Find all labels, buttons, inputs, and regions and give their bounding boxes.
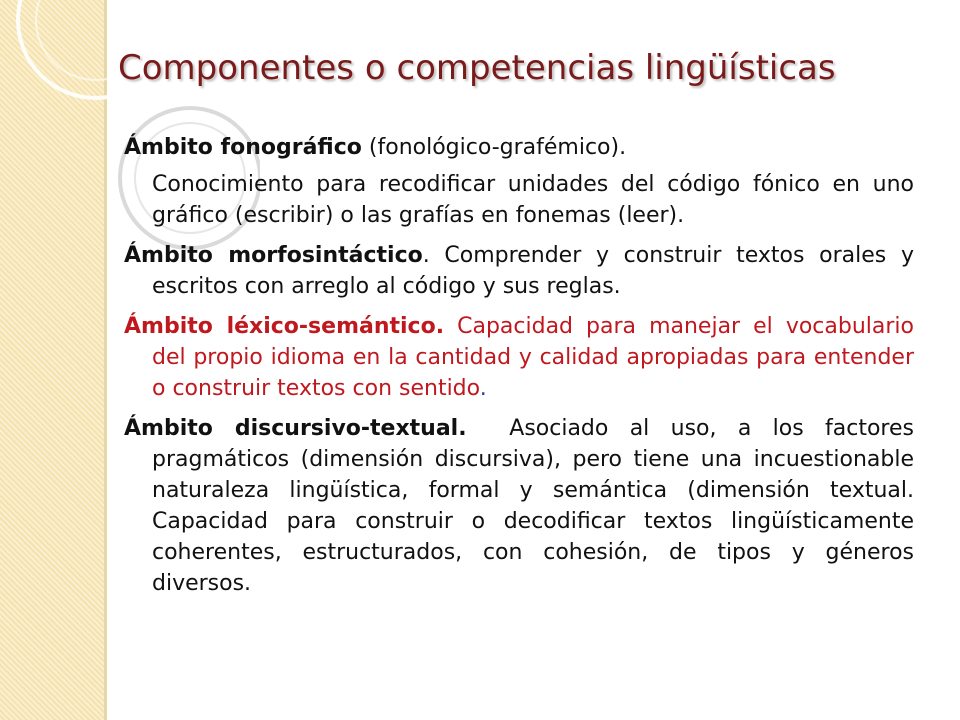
description-fonografico-text: Conocimiento para recodificar unidades del código fónico en uno gráfico (escribir) o las grafías en fonemas (leer). <box>152 172 914 228</box>
term-fonografico: Ámbito fonográfico <box>124 135 362 160</box>
text-lexico-semantico-tail: . <box>479 376 487 401</box>
item-morfosintactico <box>124 240 914 302</box>
description-fonografico <box>124 169 914 231</box>
heading-fonografico <box>124 132 914 163</box>
item-discursivo-textual <box>124 413 928 599</box>
item-lexico-semantico <box>124 311 914 404</box>
term-lexico-semantico: Ámbito léxico-semántico. <box>124 314 445 339</box>
text-discursivo-textual: Asociado al uso, a los factores pragmáticos (dimensión discursiva), pero tiene una incuestionable naturaleza lingüística, formal y semántica (dimensión textual. Capacidad para construir o decodificar textos lingüísticamente coherentes, estructurados, con cohesión, de tipos y géneros diversos. <box>152 416 928 596</box>
slide-body <box>124 132 928 608</box>
heading-fonografico-rest: (fonológico-grafémico). <box>361 135 627 160</box>
text-morfosintactico: . Comprender y construir textos orales y escritos con arreglo al código y sus reglas. <box>152 243 914 299</box>
term-discursivo-textual: Ámbito discursivo-textual. <box>124 416 467 441</box>
term-morfosintactico: Ámbito morfosintáctico <box>124 243 423 268</box>
slide-title: Componentes o competencias lingüísticas <box>118 48 836 88</box>
text-lexico-semantico: Capacidad para manejar el vocabulario del propio idioma en la cantidad y calidad apropiadas para entender o construir textos con sentido <box>152 314 914 401</box>
